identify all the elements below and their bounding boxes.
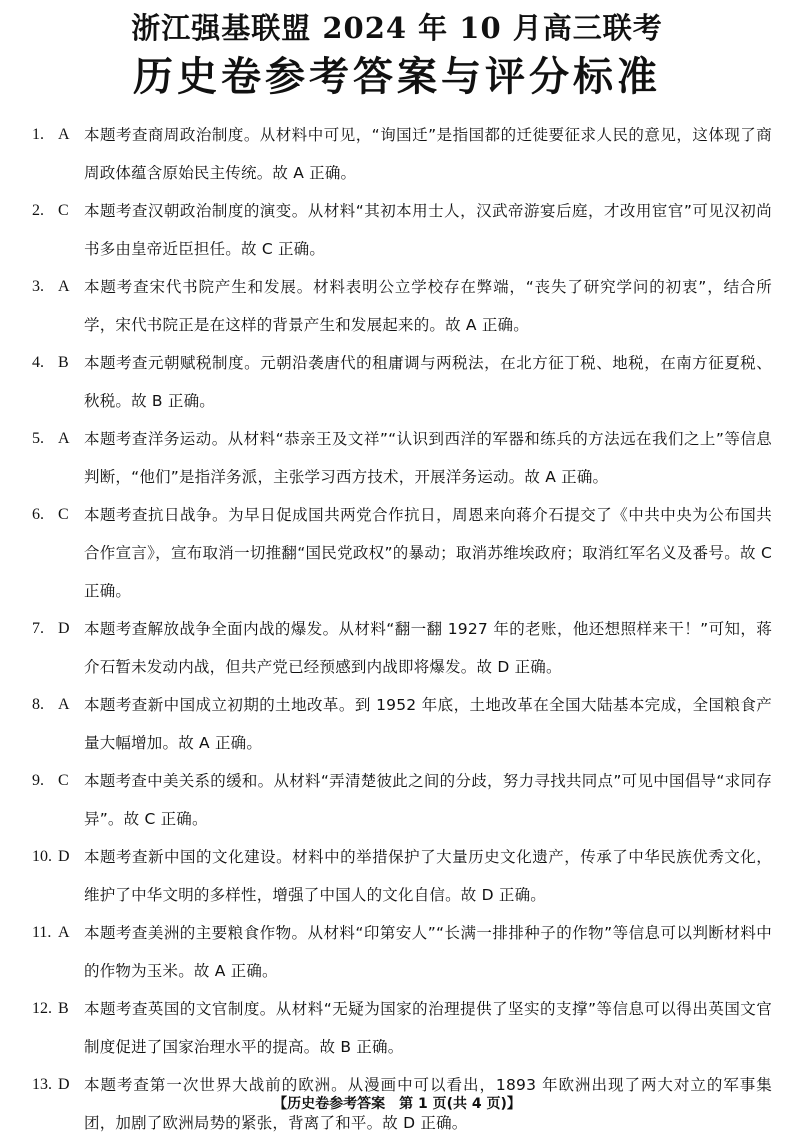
- answer-item-4: [32, 344, 772, 420]
- answer-explanation: 本题考查英国的文官制度。从材料“无疑为国家的治理提供了坚实的支撑”等信息可以得出英国文官制度促进了国家治理水平的提高。故 B 正确。: [84, 1000, 772, 1056]
- question-number: 6.: [32, 506, 44, 523]
- answer-item-9: [32, 762, 772, 838]
- answer-explanation: 本题考查中美关系的缓和。从材料“弄清楚彼此之间的分歧，努力寻找共同点”可见中国倡导“求同存异”。故 C 正确。: [84, 772, 772, 828]
- question-number: 9.: [32, 772, 44, 789]
- answer-letter: C: [58, 506, 69, 523]
- answer-letter: A: [58, 126, 70, 143]
- answer-letter: B: [58, 354, 69, 371]
- answer-explanation: 本题考查宋代书院产生和发展。材料表明公立学校存在弊端，“丧失了研究学问的初衷”，结合所学，宋代书院正是在这样的背景产生和发展起来的。故 A 正确。: [84, 278, 772, 334]
- answer-letter: C: [58, 772, 69, 789]
- answer-item-12: [32, 990, 772, 1066]
- question-number: 12.: [32, 1000, 52, 1017]
- answer-explanation: 本题考查洋务运动。从材料“恭亲王及文祥”“认识到西洋的军器和练兵的方法远在我们之上”等信息判断，“他们”是指洋务派，主张学习西方技术，开展洋务运动。故 A 正确。: [84, 430, 772, 486]
- answer-letter: D: [58, 1076, 70, 1093]
- answer-explanation: 本题考查元朝赋税制度。元朝沿袭唐代的租庸调与两税法，在北方征丁税、地税，在南方征夏税、秋税。故 B 正确。: [84, 354, 772, 410]
- answer-explanation: 本题考查新中国的文化建设。材料中的举措保护了大量历史文化遗产，传承了中华民族优秀文化，维护了中华文明的多样性，增强了中国人的文化自信。故 D 正确。: [84, 848, 772, 904]
- answer-explanation: 本题考查汉朝政治制度的演变。从材料“其初本用士人，汉武帝游宴后庭，才改用宦官”可见汉初尚书多由皇帝近臣担任。故 C 正确。: [84, 202, 772, 258]
- question-number: 10.: [32, 848, 52, 865]
- answer-letter: A: [58, 430, 70, 447]
- answer-explanation: 本题考查新中国成立初期的土地改革。到 1952 年底，土地改革在全国大陆基本完成，全国粮食产量大幅增加。故 A 正确。: [84, 696, 772, 752]
- page-footer: 【历史卷参考答案 第 1 页(共 4 页)】: [273, 1096, 521, 1112]
- answer-explanation: 本题考查抗日战争。为早日促成国共两党合作抗日，周恩来向蒋介石提交了《中共中央为公布国共合作宣言》，宣布取消一切推翻“国民党政权”的暴动；取消苏维埃政府；取消红军名义及番号。故 C 正确。: [84, 506, 772, 600]
- answer-item-6: [32, 496, 772, 610]
- answer-letter: C: [58, 202, 69, 219]
- answer-explanation: 本题考查商周政治制度。从材料中可见，“询国迁”是指国都的迁徙要征求人民的意见，这体现了商周政体蕴含原始民主传统。故 A 正确。: [84, 126, 772, 182]
- question-number: 1.: [32, 126, 44, 143]
- answer-letter: A: [58, 278, 70, 295]
- answer-item-8: [32, 686, 772, 762]
- document-subtitle: 历史卷参考答案与评分标准: [133, 53, 661, 100]
- answer-item-2: [32, 192, 772, 268]
- question-number: 2.: [32, 202, 44, 219]
- exam-title: 浙江强基联盟 2024 年 10 月高三联考: [131, 11, 663, 45]
- question-number: 8.: [32, 696, 44, 713]
- answer-item-1: [32, 116, 772, 192]
- answer-explanation: 本题考查美洲的主要粮食作物。从材料“印第安人”“长满一排排种子的作物”等信息可以判断材料中的作物为玉米。故 A 正确。: [84, 924, 772, 980]
- answer-item-11: [32, 914, 772, 990]
- answer-letter: D: [58, 620, 70, 637]
- question-number: 13.: [32, 1076, 52, 1093]
- answer-list: [32, 116, 772, 1142]
- answer-item-10: [32, 838, 772, 914]
- question-number: 5.: [32, 430, 44, 447]
- answer-letter: D: [58, 848, 70, 865]
- question-number: 3.: [32, 278, 44, 295]
- answer-explanation: 本题考查解放战争全面内战的爆发。从材料“翻一翻 1927 年的老账，他还想照样来干！”可知，蒋介石暂未发动内战，但共产党已经预感到内战即将爆发。故 D 正确。: [84, 620, 772, 676]
- question-number: 7.: [32, 620, 44, 637]
- answer-letter: A: [58, 924, 70, 941]
- answer-explanation: 本题考查第一次世界大战前的欧洲。从漫画中可以看出，1893 年欧洲出现了两大对立的军事集团，加剧了欧洲局势的紧张，背离了和平。故 D 正确。: [84, 1076, 772, 1132]
- answer-item-5: [32, 420, 772, 496]
- answer-item-3: [32, 268, 772, 344]
- question-number: 4.: [32, 354, 44, 371]
- answer-letter: B: [58, 1000, 69, 1017]
- answer-item-7: [32, 610, 772, 686]
- answer-letter: A: [58, 696, 70, 713]
- question-number: 11.: [32, 924, 52, 941]
